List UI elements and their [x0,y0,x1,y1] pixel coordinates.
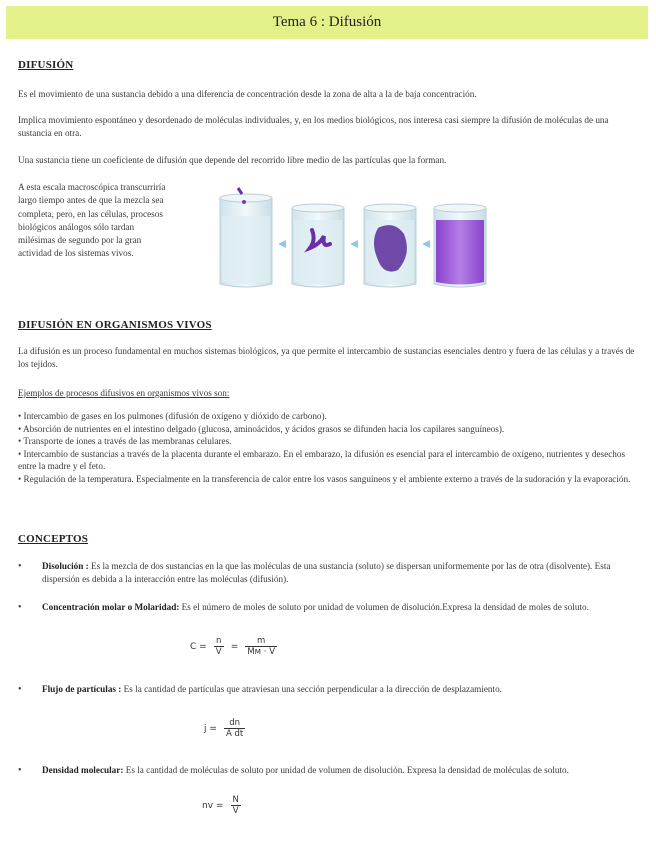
formula-den: V [232,806,239,816]
bullet: • [18,765,22,776]
concept-term: Densidad molecular: [42,765,124,775]
formula-density [200,795,241,816]
concept-text: Es el número de moles de soluto por unidad de volumen de disolución.Expresa la densidad de moles de soluto. [179,602,589,612]
concept-term: Disolución : [42,561,89,571]
bullet: • [18,602,22,613]
formula-num: m [257,636,266,646]
formula-den: A dt [226,729,244,739]
formula-num: N [232,795,239,805]
page-title: Tema 6 : Difusión [272,14,382,30]
formula-den: Mм · V [247,647,276,657]
bullet: • [18,684,22,695]
concept-text: Es la cantidad de partículas que atraviesan una sección perpendicular a la dirección de desplazamiento. [121,684,502,694]
difusion-definition: Es el movimiento de una sustancia debido a una diferencia de concentración desde la zona de alta a la de baja concentración. [18,89,477,99]
beaker-2 [292,204,344,287]
organismos-intro: La difusión es un proceso fundamental en muchos sistemas biológicos, ya que permite el intercambio de sustancias esenciales dentro y fuera de las células y a través de los tejidos. [18,346,635,369]
concept-term: Concentración molar o Molaridad: [42,602,180,612]
heading-difusion: DIFUSIÓN [18,59,74,71]
concept-text: Es la mezcla de dos sustancias en la que las moléculas de una sustancia (soluto) se dispersan uniformemente por las de otra (disolvente). Esta dispersión es debida a la interacción entre las moléculas (difusión). [42,561,611,584]
formula-flux [202,718,245,739]
heading-conceptos: CONCEPTOS [18,533,89,545]
formula-num: dn [229,718,241,728]
arrow-3 [422,240,430,248]
formula-num: n [216,636,222,646]
diffusion-beakers-image [208,186,498,290]
beaker-4 [434,204,486,287]
concept-term: Flujo de partículas : [42,684,122,694]
examples-title: Ejemplos de procesos difusivos en organismos vivos son: [18,388,230,398]
example-item: • Intercambio de sustancias a través de la placenta durante el embarazo. En el embarazo, la difusión es esencial para el intercambio de oxígeno, nutrientes y desechos entre la madre y el feto. [18,448,626,471]
concept-text: Es la cantidad de moléculas de soluto por unidad de volumen de disolución. Expresa la densidad de moléculas de soluto. [123,765,569,775]
formula-lhs: j = [204,723,217,734]
difusion-description: Implica movimiento espontáneo y desordenado de moléculas individuales, y, en los medios biológicos, nos interesa casi siempre la difusión de moléculas de una sustancia en otra. [18,115,609,138]
arrow-1 [278,240,286,248]
difusion-coefficient: Una sustancia tiene un coeficiente de difusión que depende del recorrido libre medio de las partículas que la forman. [18,155,447,165]
example-item: • Transporte de iones a través de las membranas celulares. [18,436,232,446]
example-item: • Regulación de la temperatura. Especialmente en la transferencia de calor entre los vasos sanguíneos y el ambiente externo a través de la sudoración y la evaporación. [18,473,631,484]
beaker-3 [364,204,416,287]
beaker-1 [220,188,272,287]
bullet: • [18,561,22,572]
examples-list [18,410,638,485]
heading-organismos: DIFUSIÓN EN ORGANISMOS VIVOS [18,319,212,331]
formula-lhs: C = [190,641,207,652]
formula-den: V [215,647,222,657]
formula-eq: = [230,641,239,652]
example-item: • Intercambio de gases en los pulmones (difusión de oxígeno y dióxido de carbono). [18,411,327,421]
difusion-side-note: A esta escala macroscópica transcurriría largo tiempo antes de que la mezcla sea completa, pero, en las células, procesos biológicos análogos sólo tardan milésimas de segundo por la gran actividad de los sistemas vivos. [18,182,166,259]
page-title-bar [6,6,648,39]
formula-molarity [188,636,277,657]
formula-lhs: nv = [202,800,224,811]
arrow-2 [350,240,358,248]
example-item: • Absorción de nutrientes en el intestino delgado (glucosa, aminoácidos, y ácidos grasos se difunden hacia los capilares sanguíneos). [18,423,505,434]
